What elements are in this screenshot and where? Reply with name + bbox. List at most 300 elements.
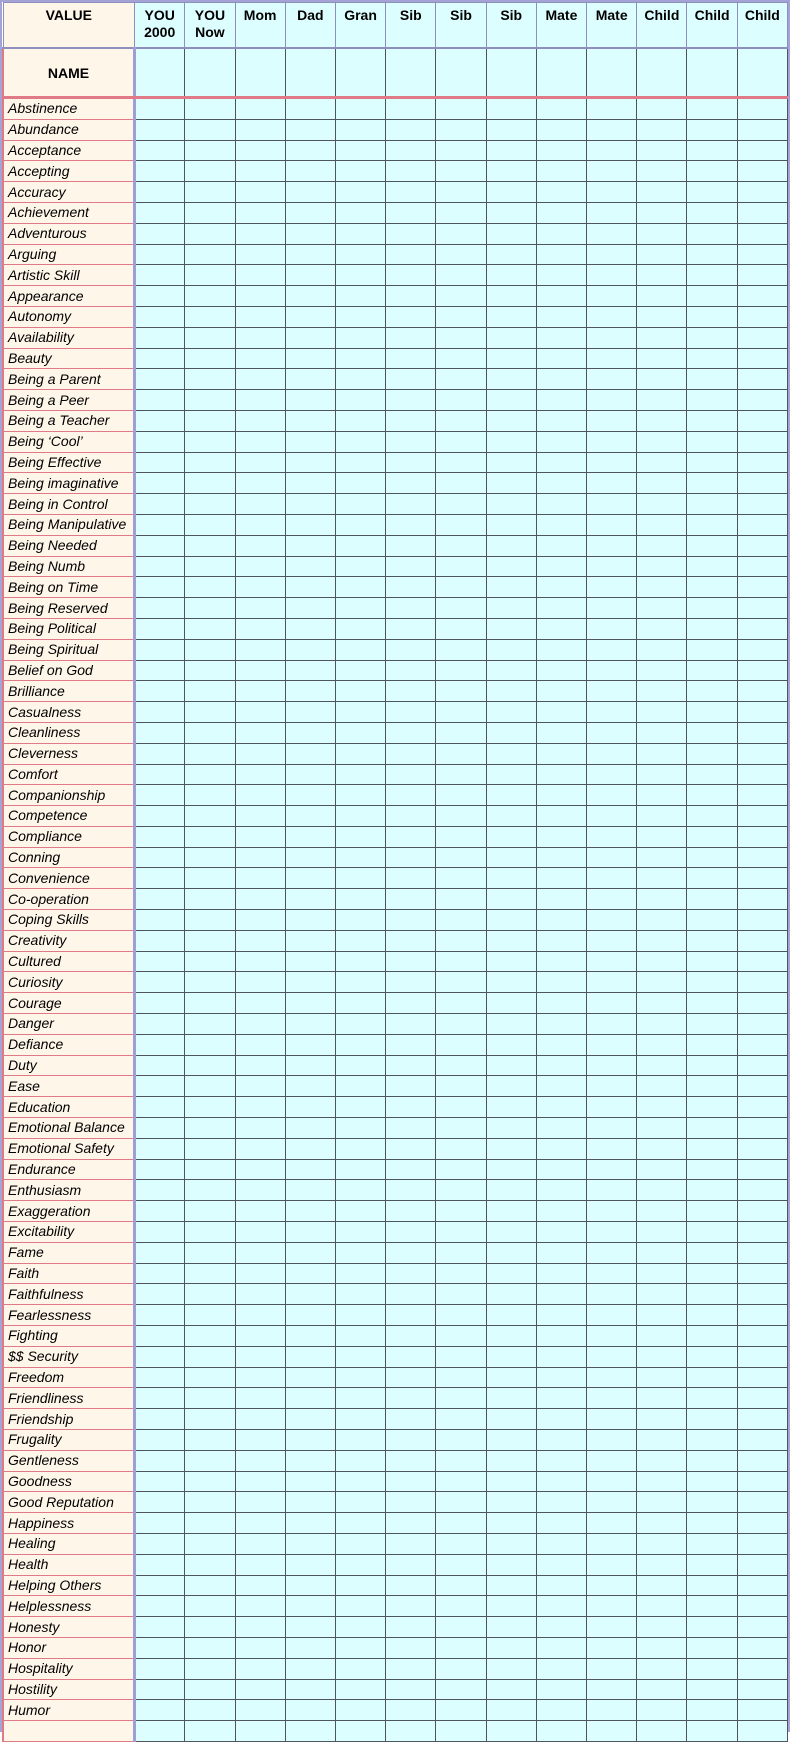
rating-cell[interactable] <box>386 930 436 951</box>
rating-cell[interactable] <box>386 390 436 411</box>
rating-cell[interactable] <box>235 1118 285 1139</box>
rating-cell[interactable] <box>486 577 536 598</box>
rating-cell[interactable] <box>386 223 436 244</box>
rating-cell[interactable] <box>587 1055 637 1076</box>
rating-cell[interactable] <box>235 1326 285 1347</box>
rating-cell[interactable] <box>536 1034 586 1055</box>
rating-cell[interactable] <box>637 639 687 660</box>
rating-cell[interactable] <box>637 1138 687 1159</box>
rating-cell[interactable] <box>235 785 285 806</box>
rating-cell[interactable] <box>335 951 385 972</box>
rating-cell[interactable] <box>587 1700 637 1721</box>
rating-cell[interactable] <box>285 98 335 120</box>
rating-cell[interactable] <box>486 1409 536 1430</box>
rating-cell[interactable] <box>486 1450 536 1471</box>
rating-cell[interactable] <box>135 327 185 348</box>
rating-cell[interactable] <box>386 618 436 639</box>
rating-cell[interactable] <box>135 1554 185 1575</box>
rating-cell[interactable] <box>536 1326 586 1347</box>
rating-cell[interactable] <box>185 993 235 1014</box>
rating-cell[interactable] <box>386 348 436 369</box>
rating-cell[interactable] <box>285 764 335 785</box>
rating-cell[interactable] <box>737 535 787 556</box>
rating-cell[interactable] <box>536 598 586 619</box>
rating-cell[interactable] <box>235 369 285 390</box>
rating-cell[interactable] <box>687 1034 737 1055</box>
rating-cell[interactable] <box>687 847 737 868</box>
rating-cell[interactable] <box>436 140 486 161</box>
rating-cell[interactable] <box>486 1138 536 1159</box>
rating-cell[interactable] <box>335 1513 385 1534</box>
rating-cell[interactable] <box>536 847 586 868</box>
rating-cell[interactable] <box>335 1055 385 1076</box>
rating-cell[interactable] <box>185 1513 235 1534</box>
rating-cell[interactable] <box>486 1617 536 1638</box>
rating-cell[interactable] <box>285 598 335 619</box>
rating-cell[interactable] <box>185 244 235 265</box>
rating-cell[interactable] <box>687 1513 737 1534</box>
rating-cell[interactable] <box>737 639 787 660</box>
rating-cell[interactable] <box>386 1721 436 1742</box>
rating-cell[interactable] <box>185 535 235 556</box>
rating-cell[interactable] <box>536 1679 586 1700</box>
rating-cell[interactable] <box>436 868 486 889</box>
rating-cell[interactable] <box>335 1450 385 1471</box>
rating-cell[interactable] <box>436 1242 486 1263</box>
rating-cell[interactable] <box>637 286 687 307</box>
rating-cell[interactable] <box>235 1263 285 1284</box>
rating-cell[interactable] <box>285 306 335 327</box>
rating-cell[interactable] <box>486 244 536 265</box>
rating-cell[interactable] <box>737 327 787 348</box>
rating-cell[interactable] <box>135 806 185 827</box>
rating-cell[interactable] <box>687 369 737 390</box>
rating-cell[interactable] <box>335 161 385 182</box>
rating-cell[interactable] <box>486 681 536 702</box>
rating-cell[interactable] <box>436 1679 486 1700</box>
rating-cell[interactable] <box>486 993 536 1014</box>
rating-cell[interactable] <box>737 369 787 390</box>
rating-cell[interactable] <box>536 1263 586 1284</box>
rating-cell[interactable] <box>135 182 185 203</box>
rating-cell[interactable] <box>587 681 637 702</box>
rating-cell[interactable] <box>185 556 235 577</box>
rating-cell[interactable] <box>386 1409 436 1430</box>
rating-cell[interactable] <box>687 951 737 972</box>
rating-cell[interactable] <box>486 1263 536 1284</box>
rating-cell[interactable] <box>536 1554 586 1575</box>
rating-cell[interactable] <box>386 889 436 910</box>
rating-cell[interactable] <box>235 1430 285 1451</box>
rating-cell[interactable] <box>285 972 335 993</box>
rating-cell[interactable] <box>637 1284 687 1305</box>
rating-cell[interactable] <box>285 556 335 577</box>
rating-cell[interactable] <box>135 556 185 577</box>
rating-cell[interactable] <box>335 182 385 203</box>
rating-cell[interactable] <box>737 1492 787 1513</box>
rating-cell[interactable] <box>486 452 536 473</box>
rating-cell[interactable] <box>587 556 637 577</box>
rating-cell[interactable] <box>687 743 737 764</box>
rating-cell[interactable] <box>536 1430 586 1451</box>
rating-cell[interactable] <box>486 1326 536 1347</box>
rating-cell[interactable] <box>587 369 637 390</box>
rating-cell[interactable] <box>436 806 486 827</box>
rating-cell[interactable] <box>285 618 335 639</box>
rating-cell[interactable] <box>185 390 235 411</box>
rating-cell[interactable] <box>285 1138 335 1159</box>
rating-cell[interactable] <box>285 1326 335 1347</box>
rating-cell[interactable] <box>687 473 737 494</box>
rating-cell[interactable] <box>587 1138 637 1159</box>
rating-cell[interactable] <box>335 1679 385 1700</box>
rating-cell[interactable] <box>637 598 687 619</box>
rating-cell[interactable] <box>687 660 737 681</box>
rating-cell[interactable] <box>285 286 335 307</box>
rating-cell[interactable] <box>536 556 586 577</box>
rating-cell[interactable] <box>335 1388 385 1409</box>
rating-cell[interactable] <box>436 1388 486 1409</box>
rating-cell[interactable] <box>285 1533 335 1554</box>
rating-cell[interactable] <box>737 1721 787 1742</box>
rating-cell[interactable] <box>737 660 787 681</box>
rating-cell[interactable] <box>687 889 737 910</box>
rating-cell[interactable] <box>486 494 536 515</box>
rating-cell[interactable] <box>737 972 787 993</box>
rating-cell[interactable] <box>285 868 335 889</box>
rating-cell[interactable] <box>637 681 687 702</box>
rating-cell[interactable] <box>185 1596 235 1617</box>
rating-cell[interactable] <box>587 1575 637 1596</box>
rating-cell[interactable] <box>235 930 285 951</box>
rating-cell[interactable] <box>386 431 436 452</box>
rating-cell[interactable] <box>235 1617 285 1638</box>
rating-cell[interactable] <box>235 535 285 556</box>
rating-cell[interactable] <box>737 764 787 785</box>
rating-cell[interactable] <box>637 1513 687 1534</box>
rating-cell[interactable] <box>335 618 385 639</box>
rating-cell[interactable] <box>436 1450 486 1471</box>
rating-cell[interactable] <box>737 1159 787 1180</box>
rating-cell[interactable] <box>185 1159 235 1180</box>
rating-cell[interactable] <box>436 265 486 286</box>
rating-cell[interactable] <box>436 98 486 120</box>
rating-cell[interactable] <box>737 494 787 515</box>
rating-cell[interactable] <box>637 1721 687 1742</box>
rating-cell[interactable] <box>536 1284 586 1305</box>
rating-cell[interactable] <box>637 1367 687 1388</box>
rating-cell[interactable] <box>285 1492 335 1513</box>
rating-cell[interactable] <box>235 1097 285 1118</box>
rating-cell[interactable] <box>285 348 335 369</box>
rating-cell[interactable] <box>637 1097 687 1118</box>
rating-cell[interactable] <box>737 868 787 889</box>
rating-cell[interactable] <box>335 265 385 286</box>
rating-cell[interactable] <box>335 244 385 265</box>
rating-cell[interactable] <box>235 1159 285 1180</box>
rating-cell[interactable] <box>285 639 335 660</box>
rating-cell[interactable] <box>335 1471 385 1492</box>
rating-cell[interactable] <box>587 1533 637 1554</box>
rating-cell[interactable] <box>185 1700 235 1721</box>
rating-cell[interactable] <box>135 1513 185 1534</box>
rating-cell[interactable] <box>737 598 787 619</box>
rating-cell[interactable] <box>737 889 787 910</box>
rating-cell[interactable] <box>536 1700 586 1721</box>
rating-cell[interactable] <box>235 1554 285 1575</box>
rating-cell[interactable] <box>386 598 436 619</box>
rating-cell[interactable] <box>335 847 385 868</box>
rating-cell[interactable] <box>285 202 335 223</box>
rating-cell[interactable] <box>285 722 335 743</box>
rating-cell[interactable] <box>436 1201 486 1222</box>
rating-cell[interactable] <box>335 722 385 743</box>
rating-cell[interactable] <box>737 743 787 764</box>
rating-cell[interactable] <box>436 1097 486 1118</box>
rating-cell[interactable] <box>687 202 737 223</box>
rating-cell[interactable] <box>536 702 586 723</box>
rating-cell[interactable] <box>737 1055 787 1076</box>
rating-cell[interactable] <box>587 390 637 411</box>
rating-cell[interactable] <box>637 1346 687 1367</box>
rating-cell[interactable] <box>185 598 235 619</box>
rating-cell[interactable] <box>687 1326 737 1347</box>
rating-cell[interactable] <box>135 1014 185 1035</box>
rating-cell[interactable] <box>285 1055 335 1076</box>
rating-cell[interactable] <box>587 161 637 182</box>
rating-cell[interactable] <box>536 618 586 639</box>
rating-cell[interactable] <box>335 514 385 535</box>
rating-cell[interactable] <box>687 1430 737 1451</box>
rating-cell[interactable] <box>587 452 637 473</box>
rating-cell[interactable] <box>386 452 436 473</box>
rating-cell[interactable] <box>687 1700 737 1721</box>
rating-cell[interactable] <box>436 1575 486 1596</box>
rating-cell[interactable] <box>436 202 486 223</box>
rating-cell[interactable] <box>687 223 737 244</box>
rating-cell[interactable] <box>135 348 185 369</box>
rating-cell[interactable] <box>486 161 536 182</box>
rating-cell[interactable] <box>737 265 787 286</box>
rating-cell[interactable] <box>335 1242 385 1263</box>
rating-cell[interactable] <box>386 806 436 827</box>
rating-cell[interactable] <box>335 431 385 452</box>
rating-cell[interactable] <box>687 1409 737 1430</box>
rating-cell[interactable] <box>386 1450 436 1471</box>
rating-cell[interactable] <box>285 951 335 972</box>
rating-cell[interactable] <box>135 202 185 223</box>
rating-cell[interactable] <box>235 826 285 847</box>
rating-cell[interactable] <box>135 681 185 702</box>
rating-cell[interactable] <box>185 1471 235 1492</box>
rating-cell[interactable] <box>386 1284 436 1305</box>
rating-cell[interactable] <box>285 1014 335 1035</box>
rating-cell[interactable] <box>486 1637 536 1658</box>
rating-cell[interactable] <box>285 1242 335 1263</box>
rating-cell[interactable] <box>536 1222 586 1243</box>
rating-cell[interactable] <box>185 889 235 910</box>
rating-cell[interactable] <box>386 327 436 348</box>
rating-cell[interactable] <box>486 910 536 931</box>
rating-cell[interactable] <box>335 410 385 431</box>
rating-cell[interactable] <box>235 286 285 307</box>
rating-cell[interactable] <box>637 452 687 473</box>
rating-cell[interactable] <box>536 223 586 244</box>
rating-cell[interactable] <box>737 410 787 431</box>
name-input-cell[interactable] <box>436 48 486 98</box>
rating-cell[interactable] <box>386 1471 436 1492</box>
rating-cell[interactable] <box>386 98 436 120</box>
rating-cell[interactable] <box>436 1305 486 1326</box>
rating-cell[interactable] <box>185 369 235 390</box>
rating-cell[interactable] <box>436 1409 486 1430</box>
rating-cell[interactable] <box>637 1471 687 1492</box>
rating-cell[interactable] <box>737 993 787 1014</box>
rating-cell[interactable] <box>486 764 536 785</box>
rating-cell[interactable] <box>587 577 637 598</box>
rating-cell[interactable] <box>185 1055 235 1076</box>
rating-cell[interactable] <box>235 660 285 681</box>
rating-cell[interactable] <box>637 1596 687 1617</box>
rating-cell[interactable] <box>386 119 436 140</box>
rating-cell[interactable] <box>637 98 687 120</box>
rating-cell[interactable] <box>587 265 637 286</box>
rating-cell[interactable] <box>637 972 687 993</box>
rating-cell[interactable] <box>436 514 486 535</box>
rating-cell[interactable] <box>637 764 687 785</box>
rating-cell[interactable] <box>235 1222 285 1243</box>
rating-cell[interactable] <box>737 1118 787 1139</box>
rating-cell[interactable] <box>486 722 536 743</box>
rating-cell[interactable] <box>335 286 385 307</box>
rating-cell[interactable] <box>637 1242 687 1263</box>
rating-cell[interactable] <box>486 1471 536 1492</box>
rating-cell[interactable] <box>135 1097 185 1118</box>
rating-cell[interactable] <box>587 1326 637 1347</box>
rating-cell[interactable] <box>536 514 586 535</box>
rating-cell[interactable] <box>436 1346 486 1367</box>
rating-cell[interactable] <box>386 1055 436 1076</box>
rating-cell[interactable] <box>235 1284 285 1305</box>
rating-cell[interactable] <box>486 598 536 619</box>
rating-cell[interactable] <box>587 306 637 327</box>
rating-cell[interactable] <box>135 1575 185 1596</box>
rating-cell[interactable] <box>285 743 335 764</box>
rating-cell[interactable] <box>185 140 235 161</box>
rating-cell[interactable] <box>335 1222 385 1243</box>
rating-cell[interactable] <box>436 1263 486 1284</box>
name-input-cell[interactable] <box>335 48 385 98</box>
rating-cell[interactable] <box>386 535 436 556</box>
rating-cell[interactable] <box>637 161 687 182</box>
rating-cell[interactable] <box>335 1014 385 1035</box>
rating-cell[interactable] <box>235 327 285 348</box>
rating-cell[interactable] <box>185 1575 235 1596</box>
rating-cell[interactable] <box>386 1263 436 1284</box>
rating-cell[interactable] <box>737 473 787 494</box>
rating-cell[interactable] <box>637 1658 687 1679</box>
rating-cell[interactable] <box>737 1326 787 1347</box>
rating-cell[interactable] <box>185 1180 235 1201</box>
rating-cell[interactable] <box>737 681 787 702</box>
rating-cell[interactable] <box>436 639 486 660</box>
rating-cell[interactable] <box>737 202 787 223</box>
rating-cell[interactable] <box>737 722 787 743</box>
rating-cell[interactable] <box>737 1367 787 1388</box>
rating-cell[interactable] <box>135 660 185 681</box>
rating-cell[interactable] <box>285 1118 335 1139</box>
rating-cell[interactable] <box>386 1596 436 1617</box>
rating-cell[interactable] <box>587 1263 637 1284</box>
rating-cell[interactable] <box>386 1222 436 1243</box>
rating-cell[interactable] <box>235 639 285 660</box>
rating-cell[interactable] <box>185 202 235 223</box>
rating-cell[interactable] <box>386 743 436 764</box>
rating-cell[interactable] <box>436 826 486 847</box>
rating-cell[interactable] <box>637 1492 687 1513</box>
rating-cell[interactable] <box>185 1242 235 1263</box>
rating-cell[interactable] <box>436 223 486 244</box>
rating-cell[interactable] <box>687 1076 737 1097</box>
rating-cell[interactable] <box>737 390 787 411</box>
rating-cell[interactable] <box>587 722 637 743</box>
rating-cell[interactable] <box>687 1658 737 1679</box>
rating-cell[interactable] <box>135 514 185 535</box>
rating-cell[interactable] <box>687 639 737 660</box>
rating-cell[interactable] <box>486 265 536 286</box>
rating-cell[interactable] <box>536 660 586 681</box>
rating-cell[interactable] <box>135 1367 185 1388</box>
rating-cell[interactable] <box>235 1014 285 1035</box>
rating-cell[interactable] <box>335 681 385 702</box>
rating-cell[interactable] <box>135 1637 185 1658</box>
rating-cell[interactable] <box>587 1679 637 1700</box>
rating-cell[interactable] <box>737 1596 787 1617</box>
rating-cell[interactable] <box>335 1180 385 1201</box>
rating-cell[interactable] <box>436 1721 486 1742</box>
rating-cell[interactable] <box>185 1492 235 1513</box>
rating-cell[interactable] <box>637 514 687 535</box>
rating-cell[interactable] <box>285 161 335 182</box>
rating-cell[interactable] <box>436 1533 486 1554</box>
rating-cell[interactable] <box>486 847 536 868</box>
rating-cell[interactable] <box>285 119 335 140</box>
rating-cell[interactable] <box>436 702 486 723</box>
rating-cell[interactable] <box>285 494 335 515</box>
rating-cell[interactable] <box>687 868 737 889</box>
rating-cell[interactable] <box>386 826 436 847</box>
rating-cell[interactable] <box>185 826 235 847</box>
rating-cell[interactable] <box>737 1679 787 1700</box>
rating-cell[interactable] <box>587 1554 637 1575</box>
rating-cell[interactable] <box>135 1284 185 1305</box>
rating-cell[interactable] <box>235 1679 285 1700</box>
rating-cell[interactable] <box>285 1721 335 1742</box>
rating-cell[interactable] <box>135 639 185 660</box>
rating-cell[interactable] <box>185 743 235 764</box>
rating-cell[interactable] <box>135 1076 185 1097</box>
rating-cell[interactable] <box>235 1242 285 1263</box>
rating-cell[interactable] <box>235 806 285 827</box>
rating-cell[interactable] <box>386 410 436 431</box>
rating-cell[interactable] <box>235 993 285 1014</box>
rating-cell[interactable] <box>587 660 637 681</box>
rating-cell[interactable] <box>386 1700 436 1721</box>
rating-cell[interactable] <box>637 1533 687 1554</box>
rating-cell[interactable] <box>637 1700 687 1721</box>
rating-cell[interactable] <box>386 494 436 515</box>
rating-cell[interactable] <box>637 847 687 868</box>
